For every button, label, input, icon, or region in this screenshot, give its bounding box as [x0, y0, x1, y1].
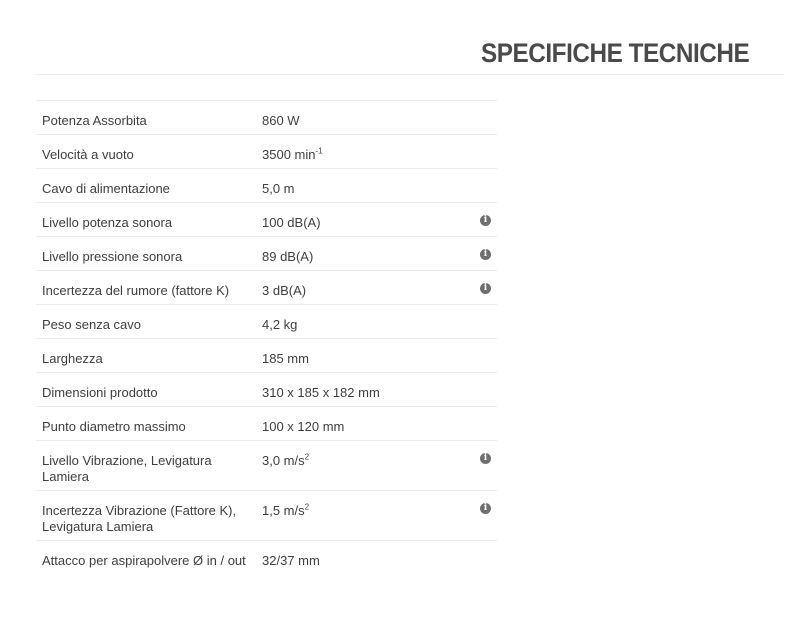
spec-row [36, 169, 497, 203]
spec-row [36, 271, 497, 305]
spec-row [36, 203, 497, 237]
spec-label: Dimensioni prodotto [42, 385, 158, 400]
spec-label: Larghezza [42, 351, 103, 366]
spec-value: 32/37 mm [262, 553, 320, 568]
spec-value: 310 x 185 x 182 mm [262, 385, 380, 400]
spec-row [36, 541, 497, 590]
spec-table [36, 100, 497, 590]
spec-row [36, 373, 497, 407]
info-icon[interactable]: i [480, 283, 491, 294]
title-divider [36, 74, 784, 75]
spec-label: Punto diametro massimo [42, 419, 186, 434]
spec-label: Attacco per aspirapolvere Ø in / out [42, 553, 246, 568]
spec-row [36, 135, 497, 169]
spec-label: Livello Vibrazione, Levigatura Lamiera [42, 453, 212, 484]
info-icon[interactable]: i [480, 453, 491, 464]
spec-value: 5,0 m [262, 181, 295, 196]
spec-label: Livello potenza sonora [42, 215, 173, 230]
spec-value: 100 x 120 mm [262, 419, 345, 434]
spec-value-superscript: -1 [315, 146, 323, 156]
spec-label: Cavo di alimentazione [42, 181, 170, 196]
spec-value: 3,0 $m/s^2$ [262, 452, 310, 468]
spec-row [36, 305, 497, 339]
spec-row [36, 407, 497, 441]
spec-value: 4,2 kg [262, 317, 298, 332]
spec-value: 89 dB(A) [262, 249, 314, 264]
info-icon[interactable]: i [480, 249, 491, 260]
info-icon[interactable]: i [480, 215, 491, 226]
spec-value: 3 dB(A) [262, 283, 307, 298]
spec-value: 100 dB(A) [262, 215, 321, 230]
spec-label: Incertezza Vibrazione (Fattore K), Levigatura Lamiera [42, 503, 237, 534]
spec-label: Incertezza del rumore (fattore K) [42, 283, 230, 298]
spec-value: 860 W [262, 113, 300, 128]
spec-row [36, 101, 497, 135]
spec-value-superscript: 2 [304, 452, 310, 462]
spec-value-superscript: 2 [304, 502, 310, 512]
spec-value: 3500 $\min^{-1}$ [262, 146, 323, 162]
page-title: SPECIFICHE TECNICHE [481, 38, 750, 68]
spec-label: Peso senza cavo [42, 317, 142, 332]
spec-row [36, 441, 497, 491]
spec-label: Livello pressione sonora [42, 249, 183, 264]
info-icon[interactable]: i [480, 503, 491, 514]
spec-value: 185 mm [262, 351, 309, 366]
spec-row [36, 339, 497, 373]
spec-label: Potenza Assorbita [42, 113, 147, 128]
spec-row [36, 237, 497, 271]
spec-label: Velocità a vuoto [42, 147, 134, 162]
spec-row [36, 491, 497, 541]
spec-value: 1,5 $m/s^2$ [262, 502, 310, 518]
